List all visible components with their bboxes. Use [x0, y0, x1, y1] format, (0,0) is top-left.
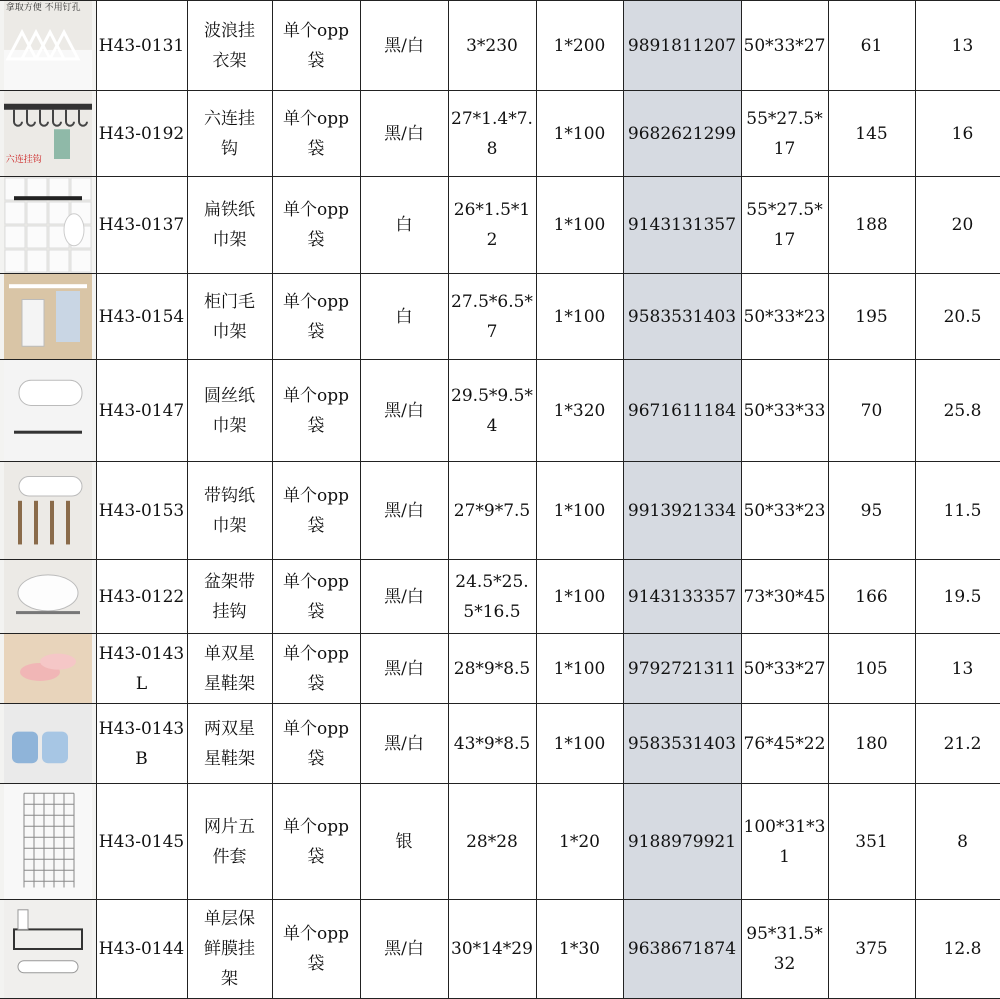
price: 12.8 [915, 900, 1000, 999]
packaging [272, 634, 360, 704]
color: 黑/白 [360, 560, 448, 634]
packaging [272, 1, 360, 91]
towel-rack-photo [4, 274, 92, 359]
pack-ratio: 1*20 [536, 784, 623, 900]
color: 黑/白 [360, 91, 448, 177]
product-name-text: 圆丝纸巾架 [204, 385, 255, 436]
product-name [187, 360, 272, 462]
price: 13 [915, 634, 1000, 704]
pack-ratio: 1*100 [536, 462, 623, 560]
product-code: H43-0153 [96, 462, 187, 560]
packaging [272, 360, 360, 462]
dimensions: 24.5*25.5*16.5 [448, 560, 536, 634]
product-thumbnail [0, 900, 96, 999]
product-name [187, 177, 272, 274]
product-name [187, 784, 272, 900]
product-thumbnail [0, 360, 96, 462]
pack-ratio: 1*100 [536, 274, 623, 360]
weight: 180 [828, 704, 915, 784]
packaging-text: 单个opp袋 [283, 291, 349, 342]
carton-size: 100*31*31 [741, 784, 828, 900]
product-name [187, 1, 272, 91]
price: 16 [915, 91, 1000, 177]
weight: 375 [828, 900, 915, 999]
color: 黑/白 [360, 900, 448, 999]
product-name-text: 柜门毛巾架 [204, 291, 255, 342]
barcode: 9188979921 [623, 784, 741, 900]
wrap-shelf-photo [4, 900, 92, 998]
barcode: 9792721311 [623, 634, 741, 704]
color: 银 [360, 784, 448, 900]
thumbnail-label: 六连挂钩 [5, 155, 42, 165]
dimensions: 28*28 [448, 784, 536, 900]
dimensions: 29.5*9.5*4 [448, 360, 536, 462]
product-thumbnail [0, 91, 96, 177]
product-code: H43-0147 [96, 360, 187, 462]
color: 黑/白 [360, 462, 448, 560]
product-name-text: 盆架带挂钩 [204, 571, 255, 622]
packaging-text: 单个opp袋 [283, 485, 349, 536]
table-row [0, 634, 1000, 704]
packaging-text: 单个opp袋 [283, 643, 349, 694]
dimensions: 3*230 [448, 1, 536, 91]
product-name-text: 带钩纸巾架 [204, 485, 255, 536]
product-code: H43-0143L [96, 634, 187, 704]
table-row [0, 784, 1000, 900]
barcode: 9682621299 [623, 91, 741, 177]
barcode: 9671611184 [623, 360, 741, 462]
product-code: H43-0145 [96, 784, 187, 900]
color: 黑/白 [360, 360, 448, 462]
product-code: H43-0192 [96, 91, 187, 177]
carton-size: 50*33*23 [741, 462, 828, 560]
packaging-text: 单个opp袋 [283, 200, 349, 250]
pack-ratio: 1*100 [536, 91, 623, 177]
price: 25.8 [915, 360, 1000, 462]
carton-size: 95*31.5*32 [741, 900, 828, 999]
carton-size: 50*33*23 [741, 274, 828, 360]
packaging-text: 单个opp袋 [283, 20, 349, 71]
weight: 195 [828, 274, 915, 360]
table-row [0, 462, 1000, 560]
barcode: 9891811207 [623, 1, 741, 91]
product-name [187, 900, 272, 999]
product-name-text: 单层保鲜膜挂架 [204, 909, 255, 989]
pack-ratio: 1*30 [536, 900, 623, 999]
thumbnail-label: 拿取方便 不用钉孔 [5, 3, 81, 13]
weight: 61 [828, 1, 915, 91]
packaging [272, 177, 360, 274]
pink-slipper-photo [4, 634, 92, 703]
product-name [187, 704, 272, 784]
product-thumbnail [0, 462, 96, 560]
packaging-text: 单个opp袋 [283, 108, 349, 159]
color: 白 [360, 274, 448, 360]
packaging [272, 462, 360, 560]
color: 白 [360, 177, 448, 274]
weight: 351 [828, 784, 915, 900]
product-name [187, 462, 272, 560]
table-row [0, 274, 1000, 360]
packaging-text: 单个opp袋 [283, 571, 349, 622]
product-thumbnail [0, 704, 96, 784]
packaging-text: 单个opp袋 [283, 385, 349, 436]
product-code: H43-0144 [96, 900, 187, 999]
dimensions: 30*14*29 [448, 900, 536, 999]
weight: 188 [828, 177, 915, 274]
color: 黑/白 [360, 704, 448, 784]
pack-ratio: 1*100 [536, 704, 623, 784]
packaging [272, 274, 360, 360]
weight: 70 [828, 360, 915, 462]
carton-size: 50*33*33 [741, 360, 828, 462]
pack-ratio: 1*100 [536, 560, 623, 634]
product-name-text: 波浪挂衣架 [204, 20, 255, 71]
product-code: H43-0131 [96, 1, 187, 91]
packaging-text: 单个opp袋 [283, 924, 349, 974]
weight: 166 [828, 560, 915, 634]
pack-ratio: 1*320 [536, 360, 623, 462]
pack-ratio: 1*100 [536, 634, 623, 704]
dimensions: 26*1.5*12 [448, 177, 536, 274]
paper-holder-photo [4, 177, 92, 273]
blue-slipper-photo [4, 704, 92, 783]
carton-size: 73*30*45 [741, 560, 828, 634]
product-name-text: 两双星星鞋架 [204, 718, 255, 769]
barcode: 9583531403 [623, 274, 741, 360]
hook-photo [4, 91, 92, 176]
color: 黑/白 [360, 634, 448, 704]
carton-size: 50*33*27 [741, 1, 828, 91]
price: 20 [915, 177, 1000, 274]
product-name-text: 网片五件套 [204, 816, 255, 867]
barcode: 9583531403 [623, 704, 741, 784]
dimensions: 27*9*7.5 [448, 462, 536, 560]
color: 黑/白 [360, 1, 448, 91]
basin-rack-photo [4, 560, 92, 633]
table-row [0, 900, 1000, 999]
product-name [187, 274, 272, 360]
barcode: 9638671874 [623, 900, 741, 999]
product-name [187, 560, 272, 634]
price: 13 [915, 1, 1000, 91]
hook-roll-photo [4, 462, 92, 559]
packaging [272, 704, 360, 784]
table-row [0, 560, 1000, 634]
product-name-text: 单双星星鞋架 [204, 643, 255, 694]
price: 8 [915, 784, 1000, 900]
packaging [272, 900, 360, 999]
carton-size: 55*27.5*17 [741, 177, 828, 274]
product-code: H43-0137 [96, 177, 187, 274]
weight: 95 [828, 462, 915, 560]
packaging [272, 784, 360, 900]
product-thumbnail [0, 1, 96, 91]
price: 21.2 [915, 704, 1000, 784]
packaging-text: 单个opp袋 [283, 718, 349, 769]
packaging [272, 91, 360, 177]
packaging-text: 单个opp袋 [283, 816, 349, 867]
product-name-text: 扁铁纸巾架 [204, 200, 255, 250]
barcode: 9143133357 [623, 560, 741, 634]
carton-size: 76*45*22 [741, 704, 828, 784]
carton-size: 50*33*27 [741, 634, 828, 704]
packaging [272, 560, 360, 634]
product-code: H43-0143B [96, 704, 187, 784]
product-code: H43-0154 [96, 274, 187, 360]
table-row [0, 1, 1000, 91]
roll-holder-photo [4, 360, 92, 461]
weight: 105 [828, 634, 915, 704]
dimensions: 27*1.4*7.8 [448, 91, 536, 177]
pack-ratio: 1*100 [536, 177, 623, 274]
product-name [187, 634, 272, 704]
product-code: H43-0122 [96, 560, 187, 634]
table-row [0, 177, 1000, 274]
dimensions: 28*9*8.5 [448, 634, 536, 704]
price: 20.5 [915, 274, 1000, 360]
product-thumbnail [0, 177, 96, 274]
product-thumbnail [0, 634, 96, 704]
dimensions: 43*9*8.5 [448, 704, 536, 784]
table-body [0, 1, 1000, 999]
carton-size: 55*27.5*17 [741, 91, 828, 177]
dimensions: 27.5*6.5*7 [448, 274, 536, 360]
table-row [0, 360, 1000, 462]
barcode: 9143131357 [623, 177, 741, 274]
product-name-text: 六连挂钩 [204, 108, 255, 159]
price: 19.5 [915, 560, 1000, 634]
grid-panel-photo [4, 784, 92, 899]
weight: 145 [828, 91, 915, 177]
barcode: 9913921334 [623, 462, 741, 560]
product-name [187, 91, 272, 177]
hanger-photo [4, 1, 92, 90]
product-thumbnail [0, 784, 96, 900]
table-row [0, 704, 1000, 784]
pack-ratio: 1*200 [536, 1, 623, 91]
product-thumbnail [0, 274, 96, 360]
price: 11.5 [915, 462, 1000, 560]
table-row [0, 91, 1000, 177]
product-thumbnail [0, 560, 96, 634]
